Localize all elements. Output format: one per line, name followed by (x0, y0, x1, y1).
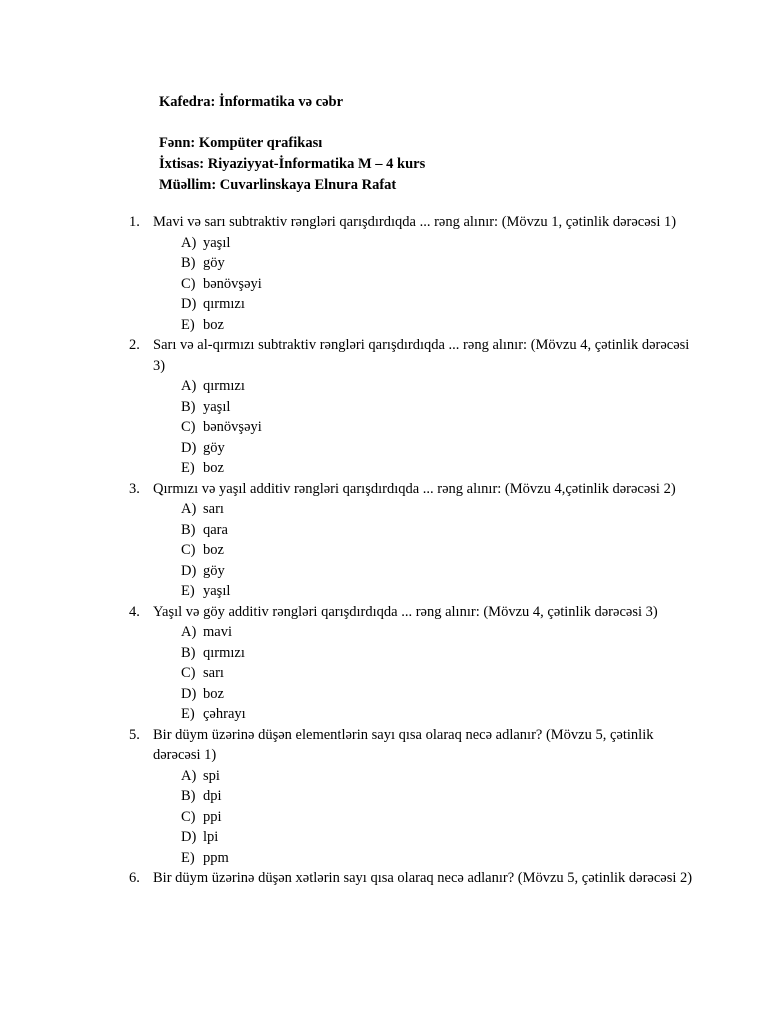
department-line: Kafedra: İnformatika və cəbr (159, 94, 344, 110)
question-list (0, 212, 768, 889)
option-text: sarı (203, 501, 224, 517)
question-text: Bir düym üzərinə düşən elementlərin sayı qısa olaraq necə adlanır? (Mövzu 5, çətinlik dərəcəsi 1) (153, 726, 654, 763)
option-text: göy (203, 562, 225, 579)
option-letter: B) (181, 644, 196, 661)
option-text: bənövşəyi (203, 419, 262, 435)
option-letter: D) (181, 296, 197, 312)
answer-option (0, 540, 768, 561)
option-text: lpi (203, 829, 219, 845)
option-letter: E) (181, 460, 195, 476)
question-text: Bir düym üzərinə düşən xətlərin sayı qısa olaraq necə adlanır? (Mövzu 5, çətinlik dərəcəsi 2) (153, 870, 693, 886)
option-text: yaşıl (203, 583, 231, 599)
header-spacer (159, 113, 719, 133)
option-text: boz (203, 316, 224, 333)
answer-option (0, 274, 768, 295)
option-text: qırmızı (203, 378, 245, 394)
option-letter: A) (181, 624, 197, 640)
option-text: boz (203, 460, 224, 476)
answer-option (0, 807, 768, 828)
answer-option (0, 643, 768, 664)
answer-option (0, 581, 768, 602)
option-letter: E) (181, 316, 195, 333)
question-number: 3. (129, 480, 140, 497)
option-letter: A) (181, 234, 197, 251)
question-text: Mavi və sarı subtraktiv rəngləri qarışdırdıqda ... rəng alınır: (Mövzu 1, çətinlik dərəcəsi 1) (153, 214, 677, 230)
option-letter: B) (181, 788, 196, 804)
option-letter: C) (181, 542, 196, 558)
answer-options (0, 233, 768, 336)
option-text: yaşıl (203, 234, 231, 251)
option-letter: E) (181, 706, 195, 722)
option-letter: C) (181, 665, 196, 681)
option-letter: E) (181, 849, 195, 866)
subject-line: Fənn: Kompüter qrafikası (159, 135, 323, 151)
option-letter: A) (181, 501, 197, 517)
option-letter: E) (181, 583, 195, 599)
option-letter: A) (181, 767, 197, 784)
question-text: Sarı və al-qırmızı subtraktiv rəngləri qarışdırdıqda ... rəng alınır: (Mövzu 4, çətinlik dərəcəsi 3) (153, 337, 690, 374)
question-item (0, 479, 768, 602)
option-text: qırmızı (203, 296, 245, 312)
answer-option (0, 376, 768, 397)
answer-options (0, 499, 768, 602)
answer-option (0, 827, 768, 848)
option-letter: C) (181, 275, 196, 292)
answer-option (0, 704, 768, 725)
option-letter: B) (181, 255, 196, 271)
question-number: 6. (129, 870, 140, 886)
question-number: 1. (129, 214, 140, 230)
option-text: göy (203, 439, 225, 456)
answer-option (0, 766, 768, 787)
answer-option (0, 397, 768, 418)
question-item (0, 335, 768, 479)
answer-option (0, 848, 768, 869)
option-letter: A) (181, 378, 197, 394)
option-letter: D) (181, 685, 197, 702)
answer-option (0, 520, 768, 541)
option-text: mavi (203, 624, 232, 640)
option-letter: D) (181, 829, 197, 845)
answer-option (0, 663, 768, 684)
document-header (159, 92, 719, 196)
answer-options (0, 766, 768, 869)
question-number: 5. (129, 726, 140, 743)
answer-option (0, 294, 768, 315)
option-letter: B) (181, 521, 196, 538)
option-text: qara (203, 521, 228, 538)
option-text: sarı (203, 665, 224, 681)
answer-option (0, 622, 768, 643)
option-letter: C) (181, 808, 196, 825)
option-text: bənövşəyi (203, 275, 262, 292)
specialty-line: İxtisas: Riyaziyyat-İnformatika M – 4 kurs (159, 156, 426, 172)
option-text: ppi (203, 808, 222, 825)
answer-option (0, 499, 768, 520)
question-item (0, 602, 768, 725)
option-text: yaşıl (203, 398, 231, 415)
option-letter: D) (181, 439, 197, 456)
answer-options (0, 622, 768, 725)
option-text: göy (203, 255, 225, 271)
question-item (0, 868, 768, 889)
option-text: ppm (203, 849, 229, 866)
option-letter: C) (181, 419, 196, 435)
answer-option (0, 233, 768, 254)
answer-option (0, 786, 768, 807)
option-text: qırmızı (203, 644, 245, 661)
option-text: boz (203, 685, 224, 702)
teacher-line: Müəllim: Cuvarlinskaya Elnura Rafat (159, 177, 397, 193)
answer-option (0, 438, 768, 459)
answer-option (0, 315, 768, 336)
question-number: 4. (129, 603, 140, 620)
question-item (0, 725, 768, 869)
option-letter: B) (181, 398, 196, 415)
option-text: spi (203, 767, 220, 784)
answer-option (0, 458, 768, 479)
question-text: Qırmızı və yaşıl additiv rəngləri qarışdırdıqda ... rəng alınır: (Mövzu 4,çətinlik dərəcəsi 2) (153, 480, 676, 497)
option-text: boz (203, 542, 224, 558)
answer-options (0, 376, 768, 479)
question-number: 2. (129, 337, 140, 353)
question-item (0, 212, 768, 335)
option-letter: D) (181, 562, 197, 579)
answer-option (0, 417, 768, 438)
answer-option (0, 561, 768, 582)
question-text: Yaşıl və göy additiv rəngləri qarışdırdıqda ... rəng alınır: (Mövzu 4, çətinlik dərəcəsi 3) (153, 603, 658, 620)
option-text: çəhrayı (203, 706, 246, 722)
answer-option (0, 253, 768, 274)
answer-option (0, 684, 768, 705)
option-text: dpi (203, 788, 222, 804)
